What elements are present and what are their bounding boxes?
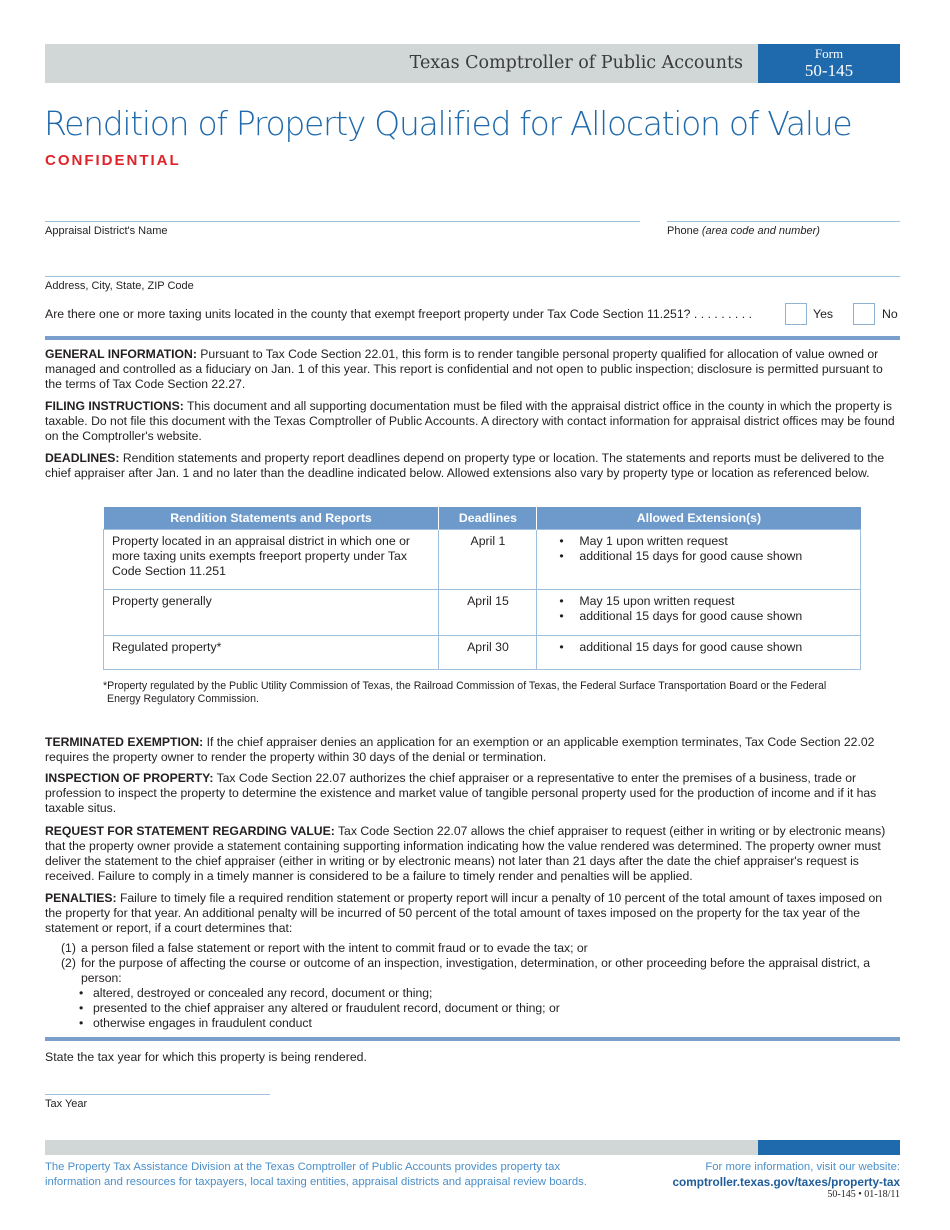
inspection-of-property: INSPECTION OF PROPERTY: Tax Code Section 22.07 authorizes the chief appraiser or a representative to enter the premises of a business, trade or profession to inspect the property to determine the existence and market value of tangible personal property used for the production of income and if it has taxable situs. — [45, 771, 877, 815]
deadline-cell: April 30 — [439, 635, 537, 669]
request-for-statement: REQUEST FOR STATEMENT REGARDING VALUE: Tax Code Section 22.07 allows the chief appraiser to request (either in writing or by electronic means) that the property owner provide a statement containing supporting information indicating how the value rendered was determined. The property owner must deliver the statement to the chief appraiser (either in writing or by electronic means) not later than 21 days after the date the chief appraiser's request is received. Failure to comply in a timely manner is considered to be a failure to timely render and penalties will be applied. — [45, 824, 886, 883]
list-item: • additional 15 days for good cause shown — [579, 609, 852, 624]
table-row — [104, 589, 861, 635]
no-label: No — [882, 307, 898, 321]
form-number: 50-145 — [804, 61, 854, 80]
address-field[interactable] — [45, 276, 900, 277]
agency-name: Texas Comptroller of Public Accounts — [409, 53, 743, 73]
property-type-cell: Property located in an appraisal district in which one or more taxing units exempts freeport property under Tax Code Section 11.251 — [104, 529, 439, 589]
tax-year-prompt: State the tax year for which this property is being rendered. — [45, 1050, 367, 1064]
tax-year-label: Tax Year — [45, 1098, 88, 1110]
address-label: Address, City, State, ZIP Code — [45, 280, 194, 292]
form-number-badge — [758, 44, 900, 83]
terminated-exemption: TERMINATED EXEMPTION: If the chief appraiser denies an application for an exemption or an applicable exemption terminates, Tax Code Section 22.02 requires the property owner to render the property within 30 days of the denial or termination. — [45, 735, 875, 764]
property-type-cell: Regulated property* — [104, 635, 439, 669]
footer-description: The Property Tax Assistance Division at the Texas Comptroller of Public Accounts provides property tax information and resources for taxpayers, local taxing entities, appraisal districts and appraisal review boards. — [45, 1161, 587, 1188]
list-item: • otherwise engages in fraudulent conduct — [93, 1016, 900, 1031]
extension-cell — [537, 589, 861, 635]
filing-instructions: FILING INSTRUCTIONS: This document and all supporting documentation must be filed with the appraisal district office in the county in which the property is taxable. Do not file this document with the Texas Comptroller of Public Accounts. A directory with contact information for appraisal district offices may be found on the Comptroller's website. — [45, 399, 895, 443]
deadline-table — [103, 507, 861, 670]
form-label: Form — [814, 46, 844, 61]
table-row — [104, 529, 861, 589]
no-checkbox[interactable] — [853, 303, 875, 325]
penalties: PENALTIES: Failure to timely file a required rendition statement or property report will incur a penalty of 10 percent of the total amount of taxes imposed on the property for that year. An additional penalty will be incurred of 50 percent of the total amount of taxes imposed on the property for the tax year of the statement or report, if a court determines that: — [45, 891, 883, 935]
form-revision-code: 50-145 • 01-18/11 — [827, 1189, 900, 1200]
section-divider — [45, 336, 900, 340]
penalty-conditions-list — [45, 941, 900, 1031]
district-name-field[interactable] — [45, 221, 640, 222]
yes-label: Yes — [813, 307, 834, 321]
section-divider — [45, 1037, 900, 1041]
list-item: • additional 15 days for good cause shown — [579, 549, 852, 564]
extension-cell — [537, 635, 861, 669]
list-item: • altered, destroyed or concealed any record, document or thing; — [93, 986, 900, 1001]
column-header: Allowed Extension(s) — [537, 507, 861, 529]
district-name-label: Appraisal District's Name — [45, 225, 168, 237]
tax-year-field[interactable] — [45, 1094, 270, 1095]
extension-cell — [537, 529, 861, 589]
table-row — [104, 635, 861, 669]
list-item: • additional 15 days for good cause shown — [579, 640, 852, 655]
footer-info — [673, 1160, 901, 1190]
list-item: (1) a person filed a false statement or report with the intent to commit fraud or to evade the tax; or — [61, 941, 588, 955]
column-header: Rendition Statements and Reports — [104, 507, 439, 529]
phone-field[interactable] — [667, 221, 900, 222]
footer-bar — [45, 1140, 758, 1155]
list-item: • May 15 upon written request — [579, 594, 852, 609]
general-information: GENERAL INFORMATION: Pursuant to Tax Code Section 22.01, this form is to render tangible personal property qualified for allocation of value owned or managed and controlled as a fiduciary on Jan. 1 of this year. This report is confidential and not open to public inspection; disclosure is permitted pursuant to the terms of Tax Code Section 22.27. — [45, 347, 883, 391]
deadline-cell: April 1 — [439, 529, 537, 589]
footer-info-text: For more information, visit our website: — [705, 1161, 900, 1173]
website-link[interactable]: comptroller.texas.gov/taxes/property-tax — [672, 1175, 900, 1189]
deadline-cell: April 15 — [439, 589, 537, 635]
list-item: (2) for the purpose of affecting the course or outcome of an inspection, investigation, determination, or other proceeding before the appraisal district, a person: — [61, 956, 871, 985]
freeport-question: Are there one or more taxing units located in the county that exempt freeport property under Tax Code Section 11.251? . . . . . . . . . — [45, 307, 753, 321]
page-title: Rendition of Property Qualified for Allocation of Value — [44, 104, 852, 143]
confidential-label: CONFIDENTIAL — [45, 152, 181, 169]
list-item: • May 1 upon written request — [579, 534, 852, 549]
property-type-cell: Property generally — [104, 589, 439, 635]
deadlines-info: DEADLINES: Rendition statements and property report deadlines depend on property type or location. The statements and reports must be delivered to the chief appraiser after Jan. 1 and no later than the deadline indicated below. Allowed extensions also vary by property type or location as referenced below. — [45, 451, 885, 480]
list-item: • presented to the chief appraiser any altered or fraudulent record, document or thing; or — [93, 1001, 900, 1016]
table-header-row — [104, 507, 861, 529]
table-footnote: *Property regulated by the Public Utility Commission of Texas, the Railroad Commission of Texas, the Federal Surface Transportation Board or the Federal Energy Regulatory Commission. — [103, 680, 827, 705]
column-header: Deadlines — [439, 507, 537, 529]
yes-checkbox[interactable] — [785, 303, 807, 325]
footer-bar-accent — [758, 1140, 900, 1155]
phone-label: Phone (area code and number) — [667, 225, 820, 237]
